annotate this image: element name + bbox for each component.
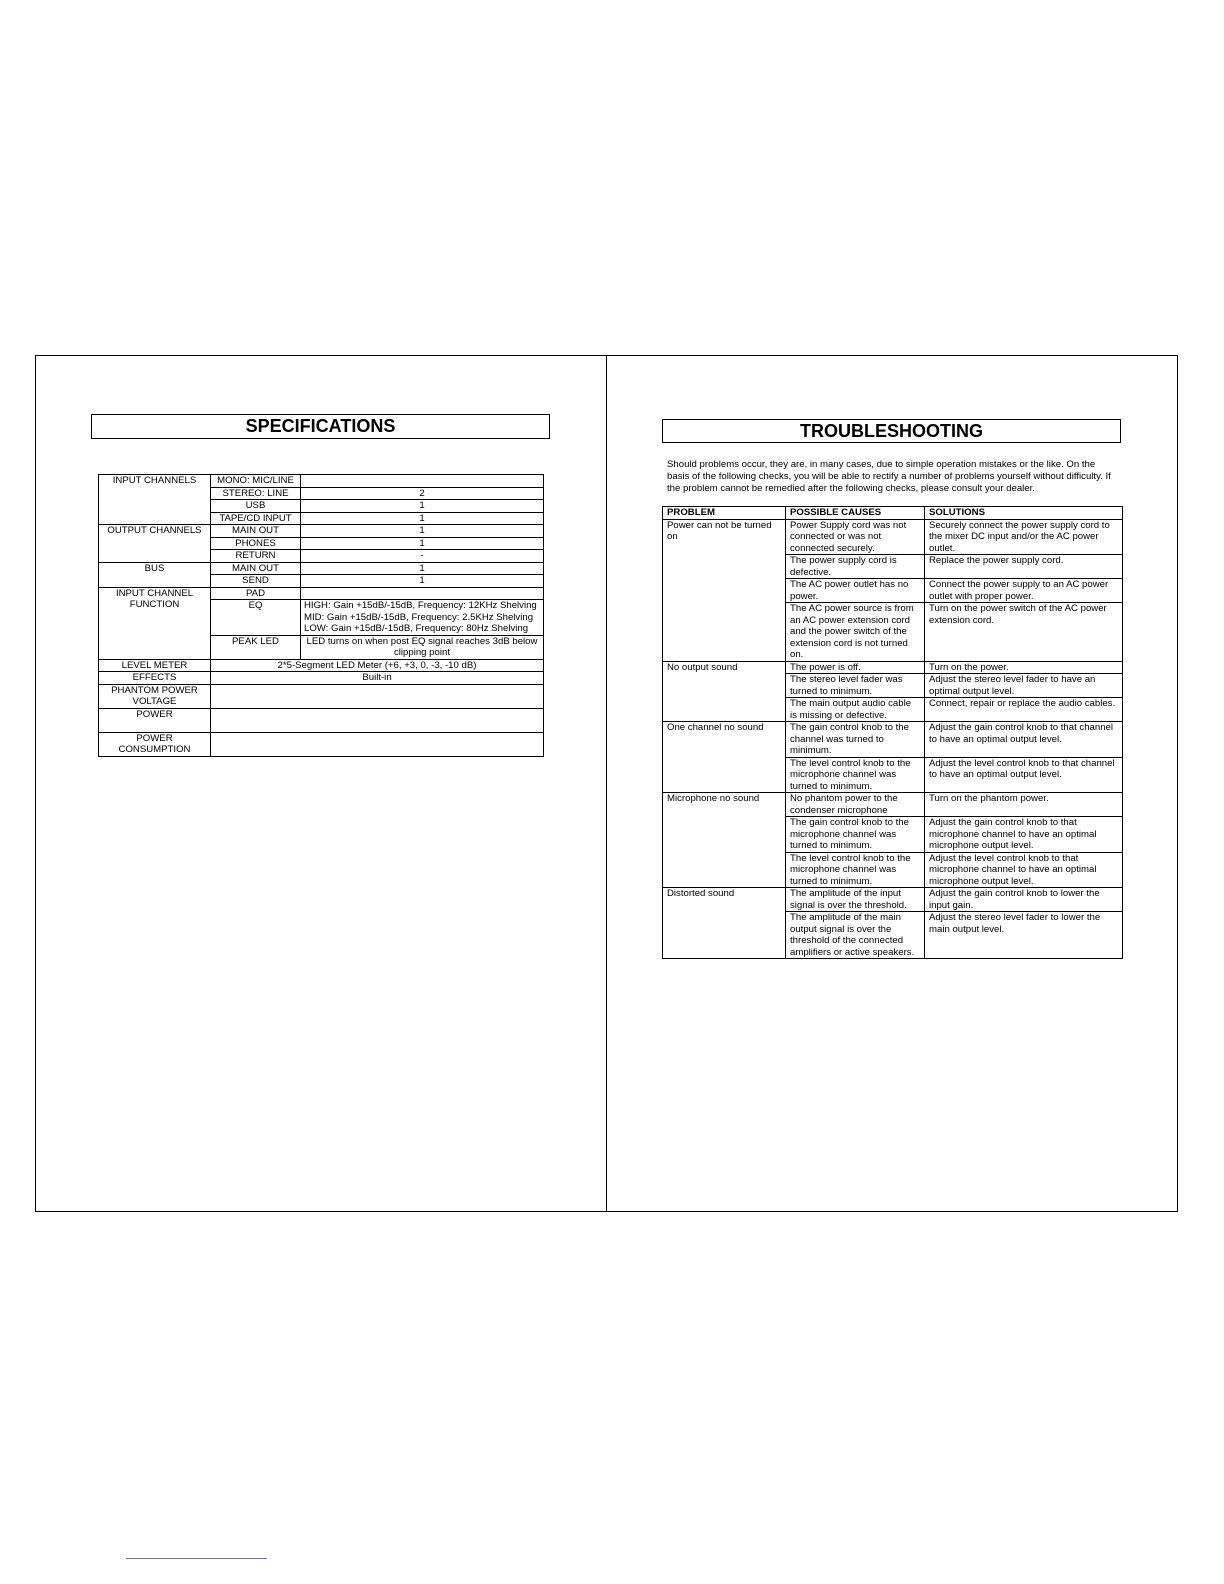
spec-item-label: USB	[211, 500, 301, 513]
eq-line: HIGH: Gain +15dB/-15dB, Frequency: 12KHz Shelving	[304, 600, 537, 611]
specifications-title: SPECIFICATIONS	[91, 414, 550, 439]
solution-cell: Turn on the phantom power.	[925, 793, 1123, 817]
spec-item-label: MAIN OUT	[211, 525, 301, 538]
problem-cell: Power can not be turned on	[663, 519, 786, 661]
cause-cell: The level control knob to the microphone channel was turned to minimum.	[786, 852, 925, 888]
solution-cell: Adjust the gain control knob to lower the input gain.	[925, 888, 1123, 912]
header-possible-causes: POSSIBLE CAUSES	[786, 507, 925, 520]
solution-cell: Connect, repair or replace the audio cables.	[925, 698, 1123, 722]
header-solutions: SOLUTIONS	[925, 507, 1123, 520]
header-problem: PROBLEM	[663, 507, 786, 520]
spec-group-label: LEVEL METER	[99, 659, 211, 672]
spec-item-label: MONO: MIC/LINE	[211, 475, 301, 488]
eq-values	[301, 600, 544, 636]
solution-cell: Adjust the level control knob to that channel to have an optimal output level.	[925, 757, 1123, 793]
spec-row	[99, 475, 544, 488]
spec-item-label: PHONES	[211, 537, 301, 550]
cause-cell: The AC power outlet has no power.	[786, 579, 925, 603]
spec-row	[99, 562, 544, 575]
spec-row	[99, 684, 544, 708]
solution-cell: Adjust the stereo level fader to lower the main output level.	[925, 912, 1123, 959]
cause-cell: The gain control knob to the channel was turned to minimum.	[786, 722, 925, 758]
spec-group-label: POWER	[99, 708, 211, 732]
spec-row	[99, 587, 544, 600]
cause-cell: No phantom power to the condenser microphone	[786, 793, 925, 817]
spec-row	[99, 525, 544, 538]
spec-row	[99, 732, 544, 756]
problem-cell: No output sound	[663, 661, 786, 722]
footer-link-underline	[126, 1558, 267, 1559]
solution-cell: Adjust the gain control knob to that microphone channel to have an optimal microphone output level.	[925, 817, 1123, 853]
troubleshooting-row	[663, 888, 1123, 912]
spec-item-value: 1	[301, 537, 544, 550]
spec-row	[99, 672, 544, 685]
spec-item-value	[211, 732, 544, 756]
spec-item-value: 1	[301, 500, 544, 513]
spec-row	[99, 708, 544, 732]
solution-cell: Connect the power supply to an AC power outlet with proper power.	[925, 579, 1123, 603]
eq-line: LOW: Gain +15dB/-15dB, Frequency: 80Hz Shelving	[304, 623, 529, 634]
problem-cell: One channel no sound	[663, 722, 786, 793]
spec-item-label: PAD	[211, 587, 301, 600]
problem-cell: Microphone no sound	[663, 793, 786, 888]
cause-cell: The amplitude of the input signal is over the threshold.	[786, 888, 925, 912]
troubleshooting-row	[663, 519, 1123, 555]
cause-cell: The power supply cord is defective.	[786, 555, 925, 579]
spec-item-value	[211, 708, 544, 732]
spec-item-value: LED turns on when post EQ signal reaches 3dB below clipping point	[301, 635, 544, 659]
spec-item-value: 1	[301, 512, 544, 525]
spec-item-value: 1	[301, 562, 544, 575]
cause-cell: The power is off.	[786, 661, 925, 674]
spec-item-value	[301, 587, 544, 600]
spec-item-value: 2*5-Segment LED Meter (+6, +3, 0, -3, -10 dB)	[211, 659, 544, 672]
spec-item-value	[211, 684, 544, 708]
problem-cell: Distorted sound	[663, 888, 786, 959]
cause-cell: The stereo level fader was turned to minimum.	[786, 674, 925, 698]
spec-item-label: PEAK LED	[211, 635, 301, 659]
spec-group-label: EFFECTS	[99, 672, 211, 685]
spec-item-value: Built-in	[211, 672, 544, 685]
spec-item-label: STEREO: LINE	[211, 487, 301, 500]
spec-item-label: TAPE/CD INPUT	[211, 512, 301, 525]
cause-cell: The gain control knob to the microphone channel was turned to minimum.	[786, 817, 925, 853]
troubleshooting-intro: Should problems occur, they are, in many cases, due to simple operation mistakes or the like. On the basis of the following checks, you will be able to rectify a number of problems yourself without difficulty. If the problem cannot be remedied after the following checks, please consult your dealer.	[667, 459, 1111, 494]
spec-group-label: INPUT CHANNEL FUNCTION	[99, 587, 211, 659]
solution-cell: Turn on the power.	[925, 661, 1123, 674]
specifications-table	[98, 474, 544, 757]
page-divider	[606, 355, 607, 1212]
spec-group-label: POWER CONSUMPTION	[99, 732, 211, 756]
eq-line: MID: Gain +15dB/-15dB, Frequency: 2.5KHz Shelving	[304, 611, 534, 623]
spec-group-label: PHANTOM POWER VOLTAGE	[99, 684, 211, 708]
solution-cell: Turn on the power switch of the AC power extension cord.	[925, 603, 1123, 662]
spec-item-label: MAIN OUT	[211, 562, 301, 575]
cause-cell: The main output audio cable is missing or defective.	[786, 698, 925, 722]
troubleshooting-table	[662, 506, 1123, 959]
spec-item-value: -	[301, 550, 544, 563]
solution-cell: Adjust the gain control knob to that channel to have an optimal output level.	[925, 722, 1123, 758]
solution-cell: Replace the power supply cord.	[925, 555, 1123, 579]
spec-group-label: BUS	[99, 562, 211, 587]
solution-cell: Adjust the stereo level fader to have an optimal output level.	[925, 674, 1123, 698]
spec-group-label: INPUT CHANNELS	[99, 475, 211, 525]
solution-cell: Securely connect the power supply cord to the mixer DC input and/or the AC power outlet.	[925, 519, 1123, 555]
spec-group-label: OUTPUT CHANNELS	[99, 525, 211, 563]
cause-cell: The AC power source is from an AC power extension cord and the power switch of the extension cord is not turned on.	[786, 603, 925, 662]
spec-item-value: 1	[301, 525, 544, 538]
spec-item-label: EQ	[211, 600, 301, 636]
spec-item-label: SEND	[211, 575, 301, 588]
spec-item-value: 2	[301, 487, 544, 500]
cause-cell: The level control knob to the microphone channel was turned to minimum.	[786, 757, 925, 793]
troubleshooting-row	[663, 661, 1123, 674]
troubleshooting-title: TROUBLESHOOTING	[662, 419, 1121, 443]
troubleshooting-row	[663, 793, 1123, 817]
solution-cell: Adjust the level control knob to that microphone channel to have an optimal microphone output level.	[925, 852, 1123, 888]
cause-cell: The amplitude of the main output signal is over the threshold of the connected amplifiers or active speakers.	[786, 912, 925, 959]
spec-item-label: RETURN	[211, 550, 301, 563]
spec-row	[99, 659, 544, 672]
troubleshooting-header-row	[663, 507, 1123, 520]
troubleshooting-row	[663, 722, 1123, 758]
cause-cell: Power Supply cord was not connected or was not connected securely.	[786, 519, 925, 555]
spec-item-value	[301, 475, 544, 488]
spec-item-value: 1	[301, 575, 544, 588]
